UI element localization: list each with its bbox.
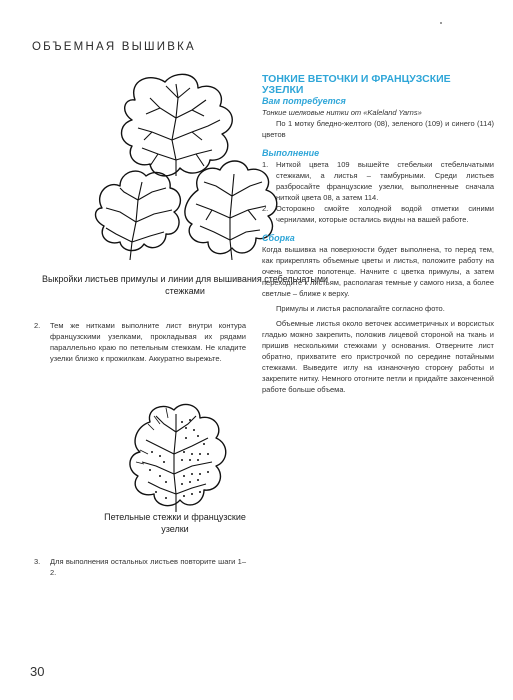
assembly-paragraph-2: Примулы и листья располагайте согласно фото. — [276, 304, 445, 313]
step-text: Ниткой цвета 109 вышейте стебельки стебельчатыми стежками, а листья – тамбурными. Среди листьев разбросайте французские узелки, выполненные сначала ниткой цвета 08, а затем 114. — [276, 160, 494, 202]
figure-caption-primrose-patterns: Выкройки листьев примулы и линии для вышивания стебельчатыми стежками — [41, 274, 329, 296]
step-number: 2. — [262, 204, 269, 213]
section-title: ТОНКИЕ ВЕТОЧКИ И ФРАНЦУЗСКИЕ УЗЕЛКИ — [262, 73, 451, 96]
corner-mark — [440, 22, 442, 24]
step-text: Тем же нитками выполните лист внутри контура французскими узелками, прокладывая их рядами параллельно краю по петельным стежкам. Не кладите узелки близко к прожилкам. Аккуратно вырежьте. — [50, 321, 246, 363]
figure-caption-buttonhole-knots: Петельные стежки и французские узелки — [104, 512, 246, 534]
materials-heading: Вам потребуется — [262, 96, 346, 106]
execution-step-2 — [262, 203, 494, 225]
instruction-step-2 — [34, 320, 246, 364]
execution-step-1 — [262, 159, 494, 203]
assembly-paragraph-3: Объемные листья около веточек ассиметричных и ворсистых гладью можно закрепить, положив лицевой стороной на ткань и пришив несколькими стежками у основания. Отверните лист обратно, прихватите его пристрочкой по середине потайными стежками. Выведите иглу на изнаночную сторону работы и закрепите нитку. Немного отогните петли и придайте законченной работе больше объема. — [262, 319, 494, 394]
primrose-leaf-patterns-illustration — [80, 70, 290, 275]
assembly-paragraph-1: Когда вышивка на поверхности будет выполнена, то перед тем, как прикреплять объемные цветы и листья, положите работу на очень толстое полотенце. Начните с цветка примулы, а затем переходите к листьям, располагая темные у самого низа, а более светлые – ближе к верху. — [262, 245, 494, 298]
right-column — [262, 74, 494, 395]
step-text: Осторожно смойте холодной водой отметки синими чернилами, которые остались видны на вашей работе. — [276, 204, 494, 224]
step-number: 1. — [262, 160, 269, 169]
execution-heading: Выполнение — [262, 148, 320, 158]
materials-line-2: По 1 мотку бледно-желтого (08), зеленого (109) и синего (114) цветов — [262, 119, 494, 139]
step-number: 2. — [34, 321, 41, 330]
buttonhole-french-knot-leaf-illustration — [120, 400, 235, 515]
materials-line-1: Тонкие шелковые нитки от «Kaleland Yarns» — [262, 108, 422, 117]
step-number: 3. — [34, 557, 41, 566]
assembly-heading: Сборка — [262, 233, 295, 243]
step-text: Для выполнения остальных листьев повторите шаги 1–2. — [50, 557, 246, 577]
instruction-step-3 — [34, 556, 246, 578]
running-head: ОБЪЕМНАЯ ВЫШИВКА — [32, 41, 196, 53]
page-number: 30 — [30, 664, 45, 679]
